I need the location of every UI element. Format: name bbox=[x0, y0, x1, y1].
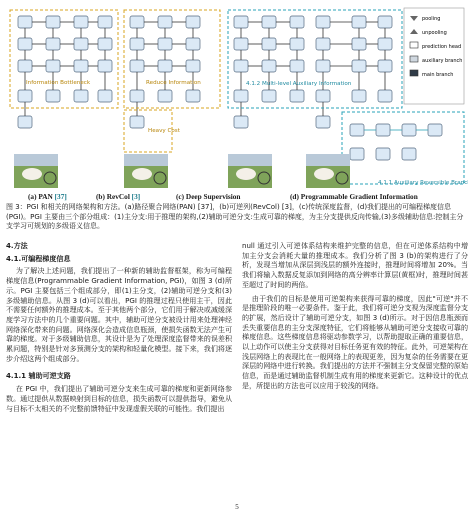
network-node bbox=[262, 16, 276, 28]
network-node bbox=[234, 90, 248, 102]
legend-prediction-head: prediction head bbox=[422, 44, 462, 50]
aux-reversible-label: 4.1.1 Auxiliary Reversible Branch bbox=[378, 180, 468, 186]
legend-main-branch: main branch bbox=[422, 72, 454, 78]
subsubsection-heading: 4.1.1 辅助可逆支路 bbox=[6, 371, 71, 381]
network-node bbox=[234, 38, 248, 50]
multi-level-box bbox=[228, 10, 402, 108]
panel-label-b: (b) RevCol [3] bbox=[96, 192, 141, 201]
network-node bbox=[158, 16, 172, 28]
aux-branch-node bbox=[402, 148, 416, 160]
network-node bbox=[290, 16, 304, 28]
architecture-figure bbox=[6, 4, 468, 204]
panel-label-d: (d) Programmable Gradient Information bbox=[290, 192, 418, 201]
network-node bbox=[290, 60, 304, 72]
network-node bbox=[262, 38, 276, 50]
network-node bbox=[130, 90, 144, 102]
input-image-c bbox=[228, 154, 272, 188]
aux-branch-node bbox=[428, 124, 442, 136]
architecture-diagram bbox=[6, 4, 468, 190]
network-node bbox=[18, 16, 32, 28]
network-node bbox=[186, 38, 200, 50]
network-node bbox=[74, 16, 88, 28]
panel-label-a: (a) PAN [37] bbox=[28, 192, 67, 201]
network-node bbox=[316, 60, 330, 72]
network-node bbox=[98, 16, 112, 28]
network-node bbox=[158, 38, 172, 50]
section-heading: 4.方法 bbox=[6, 241, 28, 250]
network-node bbox=[352, 90, 366, 102]
paragraph: null 通过引入可逆体系结构来维护完整的信息，但在可逆体系结构中增加主分支会消耗大量的推理成本。我们分析了图 3 (b)的架构进行了分析，发现当增加从深层到浅层的额外连接时，推理时间将增加 20%。当我们将输入数据反复添加到网络的高分辨率计算层(黄框)时，推理时间甚至超过了时间的两倍。 bbox=[242, 241, 468, 289]
network-node bbox=[234, 60, 248, 72]
network-node bbox=[234, 16, 248, 28]
network-node bbox=[352, 38, 366, 50]
paragraph: 在 PGI 中，我们提出了辅助可逆分支来生成可靠的梯度和更新网络参数。通过提供从数据映射到目标的信息，损失函数可以提供指导，避免从与目标不太相关的不完整前馈特征中发现虚假关联的可能性。我们提出 bbox=[6, 384, 232, 413]
page-number: 5 bbox=[235, 503, 239, 511]
info-bottleneck-label: Information Bottleneck bbox=[26, 80, 91, 86]
network-node bbox=[98, 60, 112, 72]
aux-branch-node bbox=[402, 124, 416, 136]
network-node bbox=[98, 38, 112, 50]
paragraph: 由于我们的目标是使用可逆架构来获得可靠的梯度，因此"可逆"并不是推理阶段的唯一必要条件。鉴于此，我们将可逆分支视为深度监督分支的扩展，然后设计了辅助可逆分支，如图 3 (d)所示。对于因信息瓶颈而丢失重要信息的主分支深度特征，它们将能够从辅助可逆分支接收可靠的梯度信息。这些梯度信息将驱动参数学习，以帮助提取正确的重要信息，以上动作可以使主分支获得对目标任务更有效的特征。此外，可逆架构在浅层网络上的表现比在一般网络上的表现更差，因为复杂的任务需要在更深层的网络中进行转换。我们提出的方法并不强制主分支保留完整的原始信息，而是通过辅助监督机制生成有用的梯度来更新它。这种设计的优点是，所提出的方法也可以应用于较浅的网络。 bbox=[242, 293, 468, 390]
network-node bbox=[18, 90, 32, 102]
network-node bbox=[262, 60, 276, 72]
network-node bbox=[74, 90, 88, 102]
aux-branch-node bbox=[350, 124, 364, 136]
legend-auxiliary-branch: auxiliary branch bbox=[422, 58, 463, 64]
network-node bbox=[130, 116, 144, 128]
aux-branch-node bbox=[350, 148, 364, 160]
network-node bbox=[18, 38, 32, 50]
network-node bbox=[158, 60, 172, 72]
network-node bbox=[234, 116, 248, 128]
network-node bbox=[262, 90, 276, 102]
heavy-cost-label: Heavy Cost bbox=[148, 128, 180, 134]
network-node bbox=[18, 116, 32, 128]
network-node bbox=[316, 90, 330, 102]
network-node bbox=[158, 90, 172, 102]
network-node bbox=[186, 90, 200, 102]
reduce-information-label: Reduce Information bbox=[146, 80, 201, 86]
network-node bbox=[130, 38, 144, 50]
paragraph: 为了解决上述问题，我们提出了一种新的辅助监督框架，称为可编程梯度信息(Programmable Gradient Information, PGI)，如图 3 (d)所示。PGI 主要包括三个组成部分，即(1)主分支，(2)辅助可逆分支和(3)多级辅助信息。从图 3 (d)可以看出，PGI 的推理过程只使用主干，因此不需要任何额外的推理成本。至于其他两个部分，它们用于解决或减缓深度学习方法中的几个重要问题。其中，辅助可逆分支被设计用来处理神经网络深化带来的问题。网络深化会造成信息瓶颈，使损失函数无法产生可靠的梯度。对于多级辅助信息，其设计是为了处理深度监督带来的误差积累问题，特别是针对多预测分支的架构和轻量化模型。接下来，我们将逐步介绍这两个组成部分。 bbox=[6, 266, 232, 363]
network-node bbox=[18, 60, 32, 72]
legend bbox=[404, 8, 464, 104]
network-node bbox=[46, 90, 60, 102]
network-node bbox=[46, 60, 60, 72]
network-node bbox=[130, 16, 144, 28]
network-node bbox=[378, 38, 392, 50]
input-image-d bbox=[306, 154, 350, 188]
input-image-a bbox=[14, 154, 58, 188]
network-node bbox=[378, 60, 392, 72]
network-node bbox=[186, 60, 200, 72]
network-node bbox=[316, 16, 330, 28]
network-node bbox=[352, 60, 366, 72]
network-node bbox=[46, 16, 60, 28]
legend-unpooling: unpooling bbox=[422, 30, 447, 36]
legend-pooling: pooling bbox=[422, 16, 441, 22]
panel-label-c: (c) Deep Supervision bbox=[176, 192, 241, 201]
subsection-heading: 4.1.可编程梯度信息 bbox=[6, 253, 71, 263]
aux-branch-node bbox=[376, 124, 390, 136]
network-node bbox=[290, 38, 304, 50]
network-node bbox=[98, 90, 112, 102]
network-node bbox=[316, 116, 330, 128]
network-node bbox=[46, 38, 60, 50]
multi-level-label: 4.1.2 Multi-level Auxiliary Information bbox=[246, 81, 352, 87]
network-node bbox=[378, 16, 392, 28]
network-node bbox=[352, 16, 366, 28]
network-node bbox=[316, 38, 330, 50]
right-column bbox=[242, 241, 468, 395]
figure-caption: 图 3：PGI 和相关的网络架构和方法。(a)路径聚合网络(PAN) [37]，(b)可逆列(RevCol) [3]，(c)传统深度监督，(d)我们提出的可编程梯度信息(PGI)。PGI 主要由三个部分组成：(1)主分支:用于推理的架构,(2)辅助可逆分支:生成可靠的梯度，为主分支提供反向传输,(3)多级辅助信息:控制主分支学习可规划的多级语义信息。 bbox=[6, 203, 464, 231]
network-node bbox=[290, 90, 304, 102]
aux-branch-node bbox=[376, 148, 390, 160]
network-node bbox=[130, 60, 144, 72]
network-node bbox=[186, 16, 200, 28]
network-node bbox=[74, 60, 88, 72]
left-column bbox=[6, 241, 232, 417]
network-node bbox=[74, 38, 88, 50]
input-image-b bbox=[124, 154, 168, 188]
network-node bbox=[378, 90, 392, 102]
